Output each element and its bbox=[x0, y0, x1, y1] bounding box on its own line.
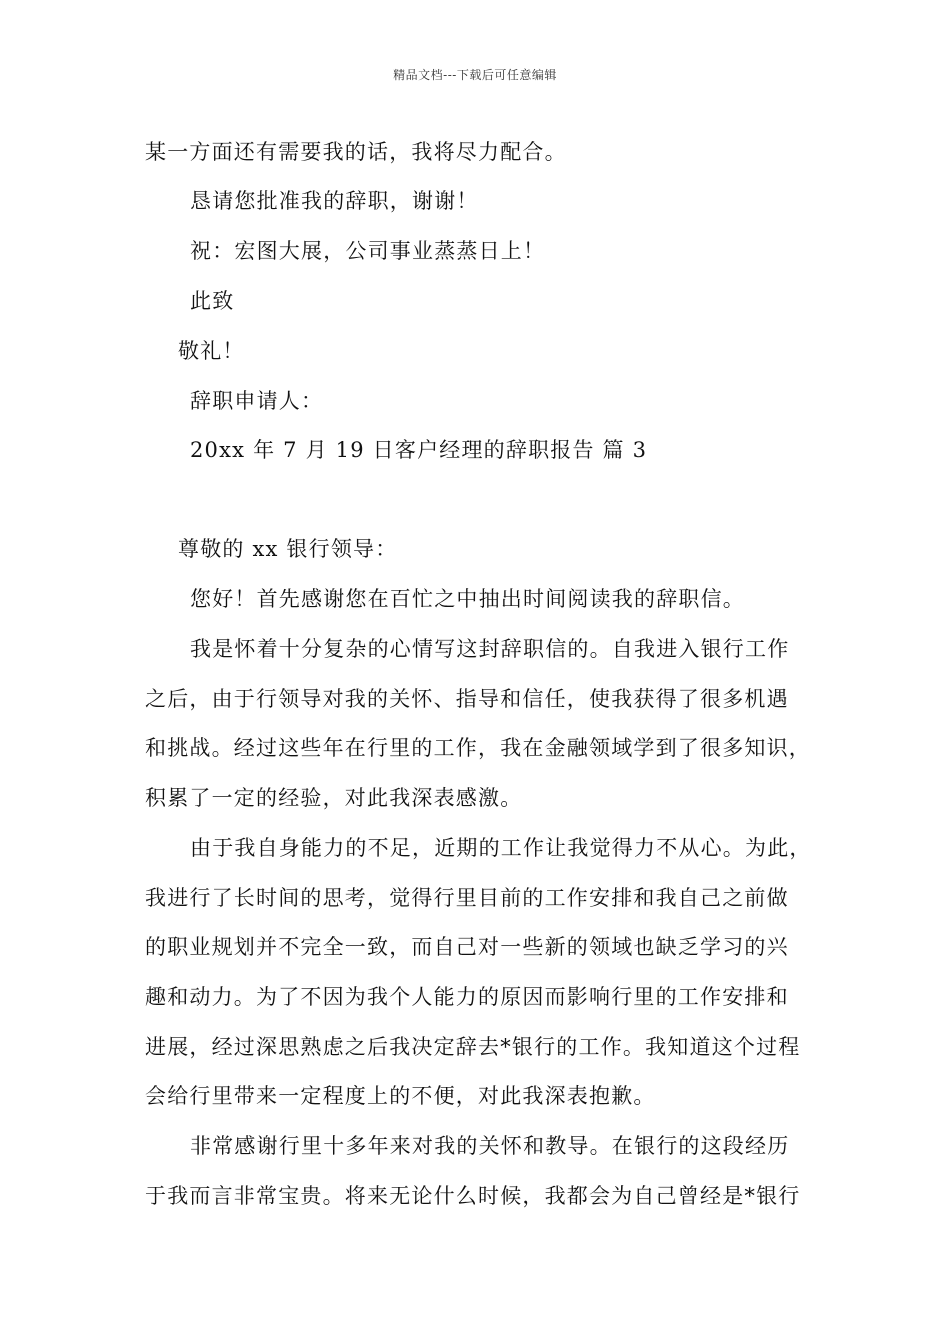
paragraph-2-line-5: 进展，经过深思熟虑之后我决定辞去*银行的工作。我知道这个过程 bbox=[145, 1035, 801, 1059]
paragraph-2-line-1: 由于我自身能力的不足，近期的工作让我觉得力不从心。为此， bbox=[190, 836, 812, 860]
paragraph-1-line-2: 之后，由于行领导对我的关怀、指导和信任，使我获得了很多机遇 bbox=[145, 687, 789, 711]
text-line-continuation: 某一方面还有需要我的话，我将尽力配合。 bbox=[145, 140, 567, 164]
text-line-closing: 此致 bbox=[190, 289, 235, 313]
paragraph-2-line-3: 的职业规划并不完全一致，而自己对一些新的领域也缺乏学习的兴 bbox=[145, 935, 789, 959]
paragraph-1-line-4: 积累了一定的经验，对此我深表感激。 bbox=[145, 786, 523, 810]
text-line-greeting: 尊敬的 xx 银行领导： bbox=[178, 537, 398, 561]
text-line-salute: 敬礼！ bbox=[178, 339, 245, 363]
paragraph-2-line-6: 会给行里带来一定程度上的不便，对此我深表抱歉。 bbox=[145, 1084, 656, 1108]
text-line-intro: 您好！首先感谢您在百忙之中抽出时间阅读我的辞职信。 bbox=[190, 587, 745, 611]
text-line-wishes: 祝：宏图大展，公司事业蒸蒸日上！ bbox=[190, 239, 546, 263]
paragraph-3-line-2: 于我而言非常宝贵。将来无论什么时候，我都会为自己曾经是*银行 bbox=[145, 1184, 801, 1208]
page-header: 精品文档---下载后可任意编辑 bbox=[393, 68, 557, 82]
paragraph-2-line-2: 我进行了长时间的思考，觉得行里目前的工作安排和我自己之前做 bbox=[145, 886, 789, 910]
paragraph-1-line-1: 我是怀着十分复杂的心情写这封辞职信的。自我进入银行工作 bbox=[190, 637, 790, 661]
text-line-applicant: 辞职申请人： bbox=[190, 389, 324, 413]
text-line-date-title: 20xx 年 7 月 19 日客户经理的辞职报告 篇 3 bbox=[190, 438, 648, 462]
paragraph-3-line-1: 非常感谢行里十多年来对我的关怀和教导。在银行的这段经历 bbox=[190, 1134, 790, 1158]
paragraph-1-line-3: 和挑战。经过这些年在行里的工作，我在金融领域学到了很多知识， bbox=[145, 736, 811, 760]
paragraph-2-line-4: 趣和动力。为了不因为我个人能力的原因而影响行里的工作安排和 bbox=[145, 985, 789, 1009]
text-line-request: 恳请您批准我的辞职，谢谢！ bbox=[190, 189, 479, 213]
